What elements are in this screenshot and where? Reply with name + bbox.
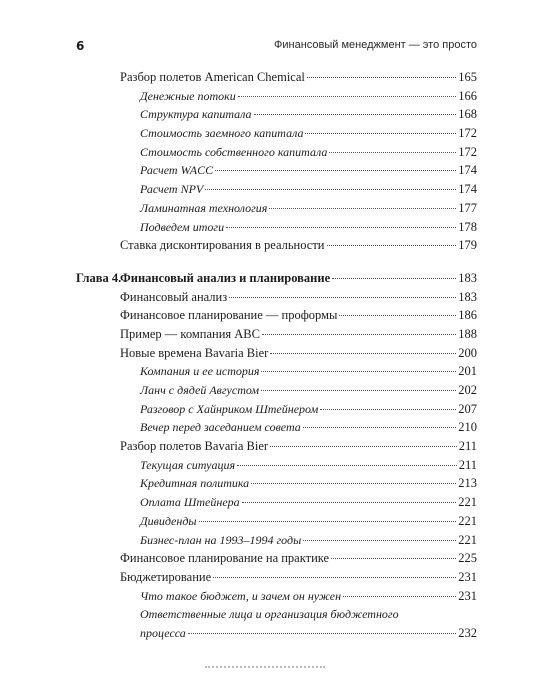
dot-leader [262,334,456,335]
toc-subentry[interactable] [76,180,477,199]
toc-entry-page: 168 [458,107,477,122]
toc-entry-page: 211 [458,457,477,472]
dot-leader [332,278,456,279]
dot-leader [329,152,456,153]
toc-entry-label: Ланч с дядей Августом [140,383,260,397]
dot-leader [199,521,457,522]
dot-leader [226,227,456,228]
toc-entry-page: 232 [458,625,477,640]
toc-entry-page: 188 [458,326,477,341]
toc-entry-label: Разговор с Хайнриком Штейнером [140,401,319,416]
toc-entry-page: 165 [458,70,477,84]
toc-entry[interactable] [76,68,477,87]
toc-entry-page: 179 [458,238,477,253]
dot-leader [270,446,457,447]
toc-subentry[interactable] [76,218,477,237]
toc-entry[interactable] [76,568,477,587]
chapter-number: Глава 4. [76,270,122,285]
spacer [76,255,477,269]
toc-entry-label: Оплата Штейнера [140,495,240,510]
toc-subentry[interactable] [76,381,477,400]
dot-leader [331,558,456,559]
dot-leader [339,315,456,316]
toc-entry-page: 207 [458,401,477,416]
toc-entry-label: Финансовый анализ [120,289,228,304]
toc-entry-label: Денежные потоки [140,88,236,103]
dot-leader [261,371,456,372]
toc-entry-label: Новые времена Bavaria Bier [120,345,269,360]
dot-leader [303,540,456,541]
dot-leader [269,208,456,209]
toc-entry-label: Разбор полетов American Chemical [120,70,305,84]
dot-leader [303,427,456,428]
toc-entry-label: Вечер перед заседанием совета [140,420,301,435]
toc-entry-label: Расчет WACC [140,163,214,178]
toc-entry-label: Дивиденды [140,513,197,528]
toc-entry-page: 166 [458,88,477,103]
table-of-contents [76,68,477,643]
toc-subentry[interactable] [76,493,477,512]
toc-entry-label: Структура капитала [140,107,252,122]
toc-subentry[interactable] [76,418,477,437]
toc-entry-page: 221 [458,532,477,547]
dot-leader [254,114,457,115]
toc-entry-page: 178 [458,219,477,234]
toc-entry-label: Ламинатная технология [140,200,268,215]
toc-entry-page: 183 [458,270,477,285]
toc-entry-page: 183 [458,289,477,304]
page-number: 6 [76,39,85,53]
toc-entry[interactable] [76,236,477,255]
toc-entry-page: 172 [458,144,477,159]
toc-entry-label: Финансовое планирование на практике [120,551,330,566]
dot-leader [238,96,456,97]
toc-entry-label: Стоимость собственного капитала [140,144,328,159]
toc-entry-label: Разбор полетов Bavaria Bier [120,439,269,454]
toc-entry-label: Стоимость заемного капитала [140,126,304,141]
toc-entry-page: 213 [458,476,477,491]
dot-leader [251,483,456,484]
toc-entry-label-line1: Ответственные лица и организация бюджетного [140,607,399,622]
toc-entry-label: Бюджетирование [120,569,212,584]
dot-leader [188,633,456,634]
toc-entry-page: 210 [458,420,477,435]
toc-entry-label: Пример — компания ABC [120,326,260,341]
toc-entry-label: Бизнес-план на 1993–1994 годы [140,532,302,547]
dot-leader [205,189,456,190]
toc-entry-label-line2: процесса [140,625,186,640]
dot-leader [343,596,456,597]
toc-entry-label: Ставка дисконтирования в реальности [120,238,325,253]
dot-leader [320,409,456,410]
toc-entry-page: 231 [458,588,477,603]
toc-subentry[interactable] [76,531,477,550]
toc-subentry[interactable] [76,512,477,531]
dot-leader [237,465,457,466]
toc-entry-label: Компания и ее история [140,364,260,379]
toc-subentry[interactable] [76,474,477,493]
dot-leader [270,353,456,354]
dot-leader [215,170,456,171]
toc-subentry[interactable] [76,400,477,419]
toc-entry[interactable] [76,549,477,568]
toc-entry[interactable] [76,325,477,344]
toc-subentry[interactable] [76,105,477,124]
toc-entry-label: Кредитная политика [140,476,250,491]
toc-subentry[interactable] [76,143,477,162]
toc-entry-page: 174 [458,182,477,197]
page-header [76,36,477,60]
dot-leader [229,297,456,298]
toc-entry-page: 172 [458,126,477,141]
toc-subentry[interactable] [76,587,477,606]
toc-entry-page: 211 [458,439,477,454]
toc-subentry-multiline[interactable] [76,605,477,642]
toc-subentry[interactable] [76,87,477,106]
toc-subentry[interactable] [76,124,477,143]
dot-leader [307,77,456,78]
toc-subentry[interactable] [76,161,477,180]
dot-leader [261,390,456,391]
toc-entry-page: 231 [458,569,477,584]
toc-entry[interactable] [76,437,477,456]
toc-entry-page: 186 [458,308,477,323]
toc-entry-label: Что такое бюджет, и зачем он нужен [140,588,342,603]
page-edge-mark [205,666,325,674]
toc-entry-label: Текущая ситуация [140,457,236,472]
dot-leader [242,502,457,503]
toc-entry-page: 174 [458,163,477,178]
toc-entry-page: 202 [458,383,477,397]
toc-entry[interactable] [76,344,477,363]
dot-leader [305,133,456,134]
chapter-title: Финансовый анализ и планирование [120,270,331,285]
toc-entry[interactable] [76,288,477,307]
toc-entry-line2 [140,624,477,643]
toc-entry-page: 200 [458,345,477,360]
toc-entry[interactable] [76,306,477,325]
toc-chapter-heading[interactable] [76,269,477,288]
dot-leader [327,245,457,246]
toc-subentry[interactable] [76,199,477,218]
toc-subentry[interactable] [76,362,477,381]
toc-entry-label: Подведем итоги [140,219,225,234]
toc-subentry[interactable] [76,456,477,475]
dot-leader [213,577,456,578]
toc-entry-label: Финансовое планирование — проформы [120,308,338,323]
toc-entry-page: 177 [458,200,477,215]
toc-entry-label: Расчет NPV [140,182,204,197]
running-title: Финансовый менеджмент — это просто [274,39,477,51]
toc-entry-page: 201 [458,364,477,379]
toc-entry-page: 225 [458,551,477,566]
toc-entry-page: 221 [458,495,477,510]
toc-entry-page: 221 [458,513,477,528]
